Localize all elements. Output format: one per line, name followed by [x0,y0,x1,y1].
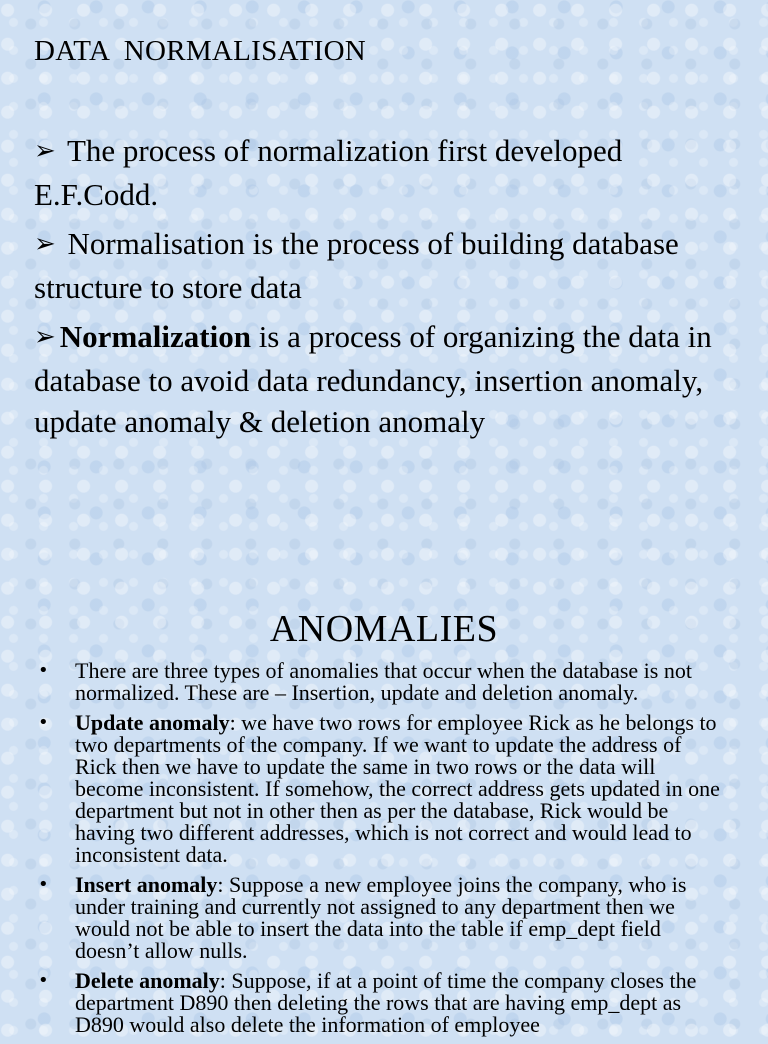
bullet-item [38,874,728,962]
bullet-text: The process of normalization first developed E.F.Codd. [34,133,623,212]
bullet-text: is a process of organizing the data in database to avoid data redundancy, insertion anomaly, update anomaly & deletion anomaly [34,319,712,439]
bullet-item [38,712,728,866]
slide-anomalies [0,560,768,1037]
anomalies-bullet-list [38,660,728,1044]
bullet-item [34,316,734,442]
arrow-bullet-icon: ➢ [34,229,56,259]
bullet-dot-icon: • [38,874,49,895]
slide-title: ANOMALIES [269,608,499,650]
normalisation-bullet-list [34,130,734,450]
bullet-dot-icon: • [38,970,49,991]
bullet-bold-text: Update anomaly [75,710,230,735]
bullet-text: : Suppose a new employee joins the company, who is under training and currently not assigned to any department then we would not be able to insert the data into the table if emp_dept field doesn’t allow nulls. [75,872,687,963]
bullet-item [38,970,728,1036]
bullet-text: Normalisation is the process of building database structure to store data [34,226,679,305]
bullet-text: : we have two rows for employee Rick as he belongs to two departments of the company. If we want to update the address of Rick then we have to update the same in two rows or the data will become inconsistent. If somehow, the correct address gets updated in one department but not in other then as per the database, Rick would be having two different addresses, which is not correct and would lead to inconsistent data. [75,710,720,867]
bullet-bold-text: Insert anomaly [75,872,218,897]
bullet-item [38,660,728,704]
bullet-bold-text: Delete anomaly [75,968,220,993]
bullet-item [34,130,734,215]
bullet-item [34,223,734,308]
bullet-dot-icon: • [38,660,49,681]
bullet-dot-icon: • [38,712,49,733]
arrow-bullet-icon: ➢ [34,322,56,352]
bullet-bold-text: Normalization [59,319,251,354]
slide-title: DATA NORMALISATION [34,35,367,67]
bullet-text: : Suppose, if at a point of time the company closes the department D890 then deleting the rows that are having emp_dept as D890 would also delete the information of employee [75,968,697,1037]
bullet-text: There are three types of anomalies that occur when the database is not normalized. These are – Insertion, update and deletion anomaly. [75,658,692,705]
arrow-bullet-icon: ➢ [34,136,56,166]
